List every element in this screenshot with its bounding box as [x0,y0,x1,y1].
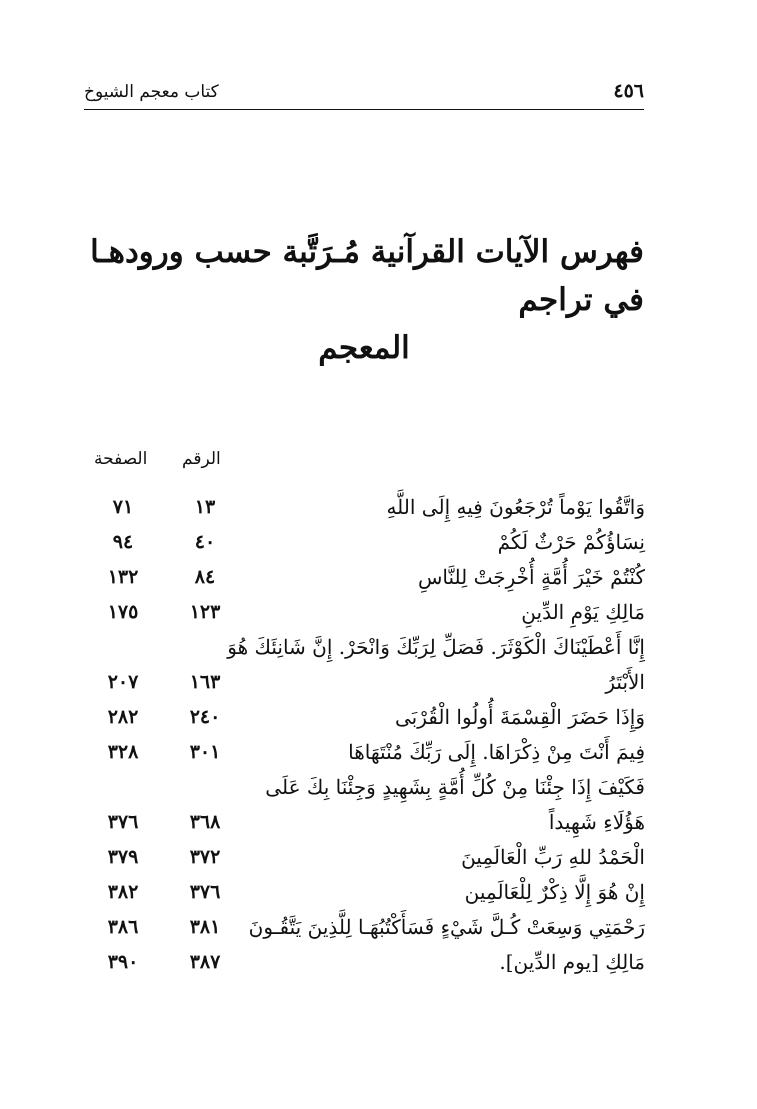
verse-text: إِنَّا أَعْطَيْنَاكَ الْكَوْثَرَ. فَصَلِّ لِرَبِّكَ وَانْحَرْ. إِنَّ شَانِئَكَ هُوَ [227,635,645,659]
verse-text: وَاتَّقُوا يَوْماً تُرْجَعُونَ فِيهِ إِلَى اللَّهِ [386,495,645,519]
verse-text: نِسَاؤُكُمْ حَرْثٌ لَكُمْ [497,530,645,554]
header-book-title: كتاب معجم الشيوخ [84,82,219,102]
verse-number: ١٣ [194,496,216,518]
table-row [0,910,757,945]
verse-text: مَالِكِ يَوْمِ الدِّينِ [521,600,645,624]
verse-text: هَؤُلَاءِ شَهِيداً [548,810,645,834]
header-divider [84,109,644,110]
verse-page: ٣٨٦ [107,916,139,938]
verse-number: ٣٨٧ [189,951,221,973]
verse-text: الأَبْتَرُ [605,670,645,694]
column-headers [90,449,230,479]
verse-text: الْحَمْدُ للهِ رَبِّ الْعَالَمِينَ [461,845,645,869]
verse-number: ١٦٣ [189,671,221,693]
table-row [0,560,757,595]
table-row [0,875,757,910]
table-row [0,490,757,525]
column-header-page: الصفحة [94,449,148,469]
table-row [0,665,757,700]
verse-text: مَالِكِ [يوم الدِّين]. [499,950,645,974]
column-header-number: الرقم [182,449,221,469]
header-page-number: ٤٥٦ [613,80,644,102]
verse-text: إِنْ هُوَ إِلَّا ذِكْرٌ لِلْعَالَمِين [464,880,645,904]
verse-number: ٣٨١ [189,916,221,938]
table-row [0,735,757,770]
verse-text: كُنْتُمْ خَيْرَ أُمَّةٍ أُخْرِجَتْ لِلنَّاسِ [418,565,645,589]
title-line-1: فهرس الآيات القرآنية مُـرَتَّبة حسب ورودهـا في تراجم [90,234,644,318]
verse-number: ٣٠١ [189,741,221,763]
table-row [0,945,757,980]
verse-page: ٣٨٢ [107,881,139,903]
verse-number: ٣٧٢ [189,846,221,868]
verse-number: ٨٤ [194,566,216,588]
table-row [0,525,757,560]
verse-text: فِيمَ أَنْتَ مِنْ ذِكْرَاهَا. إِلَى رَبِّكَ مُنْتَهَاهَا [348,740,645,764]
table-row [0,630,757,665]
verse-page: ١٧٥ [107,601,139,623]
verse-page: ٣٩٠ [107,951,139,973]
verse-page: ٣٧٩ [107,846,139,868]
verse-number: ٤٠ [194,531,216,553]
verse-page: ٣٧٦ [107,811,139,833]
verse-page: ٢٨٢ [107,706,139,728]
verse-number: ٣٦٨ [189,811,221,833]
table-row [0,700,757,735]
verse-page: ١٣٢ [107,566,139,588]
verse-number: ٢٤٠ [189,706,221,728]
verse-page: ٣٢٨ [107,741,139,763]
verse-page: ٩٤ [112,531,134,553]
title-line-2: المعجم [318,330,410,366]
table-row [0,840,757,875]
verse-page: ٢٠٧ [107,671,139,693]
verse-text: وَإِذَا حَضَرَ الْقِسْمَةَ أُولُوا الْقُرْبَى [395,705,645,729]
page-title [84,228,644,372]
verse-page: ٧١ [112,496,134,518]
running-header [84,80,644,110]
table-row [0,805,757,840]
table-row [0,595,757,630]
table-row [0,770,757,805]
verse-text: رَحْمَتِي وَسِعَتْ كُـلَّ شَيْءٍ فَسَأَكْتُبُهَـا لِلَّذِينَ يَتَّقُـونَ [248,915,645,939]
verse-number: ٣٧٦ [189,881,221,903]
verse-text: فَكَيْفَ إِذَا جِئْنَا مِنْ كُلِّ أُمَّةٍ بِشَهِيدٍ وَجِئْنَا بِكَ عَلَى [265,775,645,799]
verse-number: ١٢٣ [189,601,221,623]
